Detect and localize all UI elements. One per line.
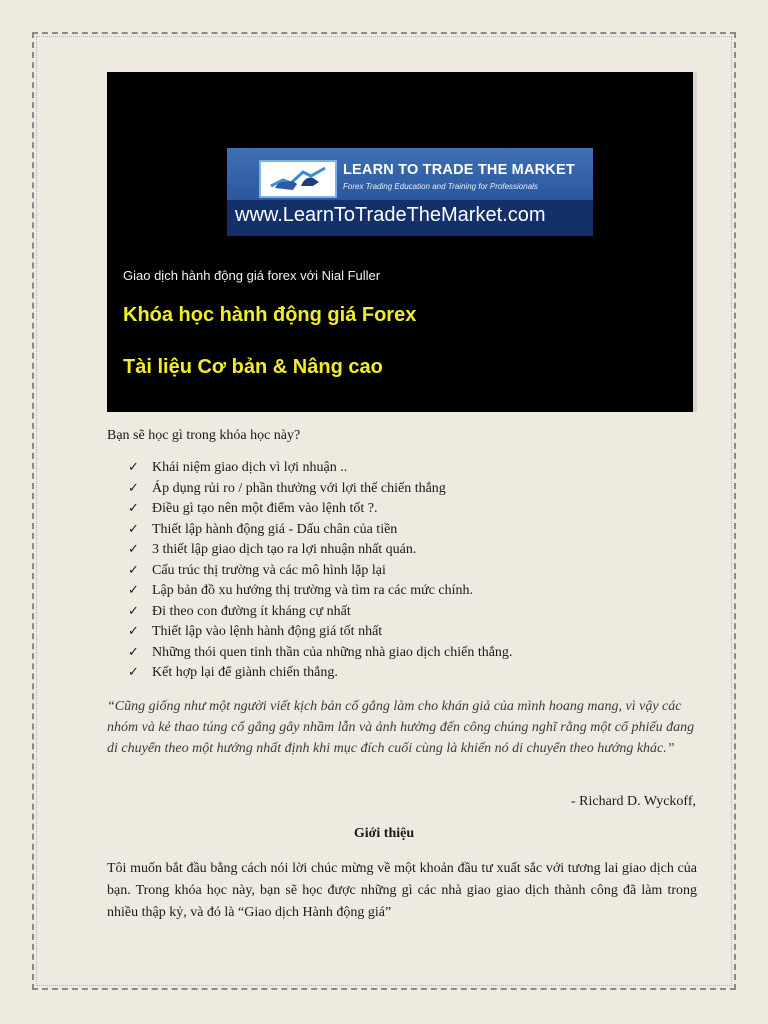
- logo-url: www.LearnToTradeTheMarket.com: [235, 204, 546, 226]
- checkmark-icon: ✓: [128, 624, 139, 639]
- logo-brand-text: LEARN TO TRADE THE MARKET: [343, 162, 575, 178]
- checklist-item: [128, 520, 512, 541]
- checklist-item: [128, 643, 512, 664]
- checklist-item: [128, 663, 512, 684]
- checklist-item-text: Đi theo con đường ít kháng cự nhất: [152, 603, 351, 619]
- checkmark-icon: ✓: [128, 460, 139, 475]
- bull-chart-icon: [259, 160, 337, 198]
- course-banner-image: [107, 72, 697, 412]
- logo-box: [227, 148, 593, 236]
- checkmark-icon: ✓: [128, 583, 139, 598]
- checklist-item: [128, 540, 512, 561]
- banner-subtitle: Giao dịch hành động giá forex với Nial Fuller: [123, 268, 381, 283]
- checklist-item: [128, 622, 512, 643]
- checklist-item: [128, 561, 512, 582]
- checklist-item-text: Thiết lập hành động giá - Dấu chân của tiền: [152, 521, 398, 537]
- checklist-item: [128, 479, 512, 500]
- checklist-item-text: Những thói quen tinh thần của những nhà giao dịch chiến thắng.: [152, 644, 513, 660]
- intro-paragraph: Tôi muốn bắt đầu bằng cách nói lời chúc mừng về một khoản đầu tư xuất sắc với tương lai giao dịch của bạn. Trong khóa học này, bạn sẽ học được những gì các nhà giao giao dịch thành công đã làm trong nhiều thập kỷ, và đó là “Giao dịch Hành động giá”: [107, 861, 697, 920]
- checkmark-icon: ✓: [128, 603, 139, 619]
- section-title: Giới thiệu: [353, 826, 415, 841]
- logo-tagline: Forex Trading Education and Training for Professionals: [343, 182, 538, 191]
- checkmark-icon: ✓: [128, 480, 139, 496]
- checklist-item: [128, 458, 512, 479]
- wyckoff-quote: “Cũng giống như một người viết kịch bản cố gắng làm cho khán giả của mình hoang mang, vì vậy các nhóm và kẻ thao túng cố gắng gây nhầm lẫn và ảnh hưởng đến công chúng nghĩ rằng một cổ phiếu đang di chuyển theo một hướng nhất định khi mục đích cuối cùng là khiến nó di chuyển theo hướng khác.”: [107, 699, 695, 756]
- banner-subtitle-2: Tài liệu Cơ bản & Nâng cao: [123, 356, 383, 378]
- checklist-item-text: Áp dụng rủi ro / phần thưởng với lợi thế chiến thắng: [152, 480, 446, 496]
- intro-question: Bạn sẽ học gì trong khóa học này?: [107, 428, 301, 443]
- checkmark-icon: ✓: [128, 501, 139, 516]
- checkmark-icon: ✓: [128, 521, 139, 537]
- banner-title: Khóa học hành động giá Forex: [123, 304, 417, 326]
- checklist-item-text: Điều gì tạo nên một điểm vào lệnh tốt ?.: [152, 501, 378, 516]
- checklist-item: [128, 602, 512, 623]
- checkmark-icon: ✓: [128, 665, 139, 680]
- quote-author: - Richard D. Wyckoff,: [571, 794, 696, 809]
- checkmark-icon: ✓: [128, 542, 139, 557]
- learning-checklist: [128, 458, 512, 684]
- checklist-item-text: Cấu trúc thị trường và các mô hình lặp lại: [152, 562, 386, 578]
- checklist-item: [128, 581, 512, 602]
- checklist-item-text: Lập bản đồ xu hướng thị trường và tìm ra các mức chính.: [152, 583, 473, 598]
- checklist-item-text: Khái niệm giao dịch vì lợi nhuận ..: [152, 460, 348, 475]
- checklist-item: [128, 499, 512, 520]
- checkmark-icon: ✓: [128, 644, 139, 660]
- checkmark-icon: ✓: [128, 562, 139, 578]
- checklist-item-text: Kết hợp lại để giành chiến thắng.: [152, 665, 338, 680]
- checklist-item-text: 3 thiết lập giao dịch tạo ra lợi nhuận nhất quán.: [152, 542, 417, 557]
- checklist-item-text: Thiết lập vào lệnh hành động giá tốt nhất: [152, 624, 383, 639]
